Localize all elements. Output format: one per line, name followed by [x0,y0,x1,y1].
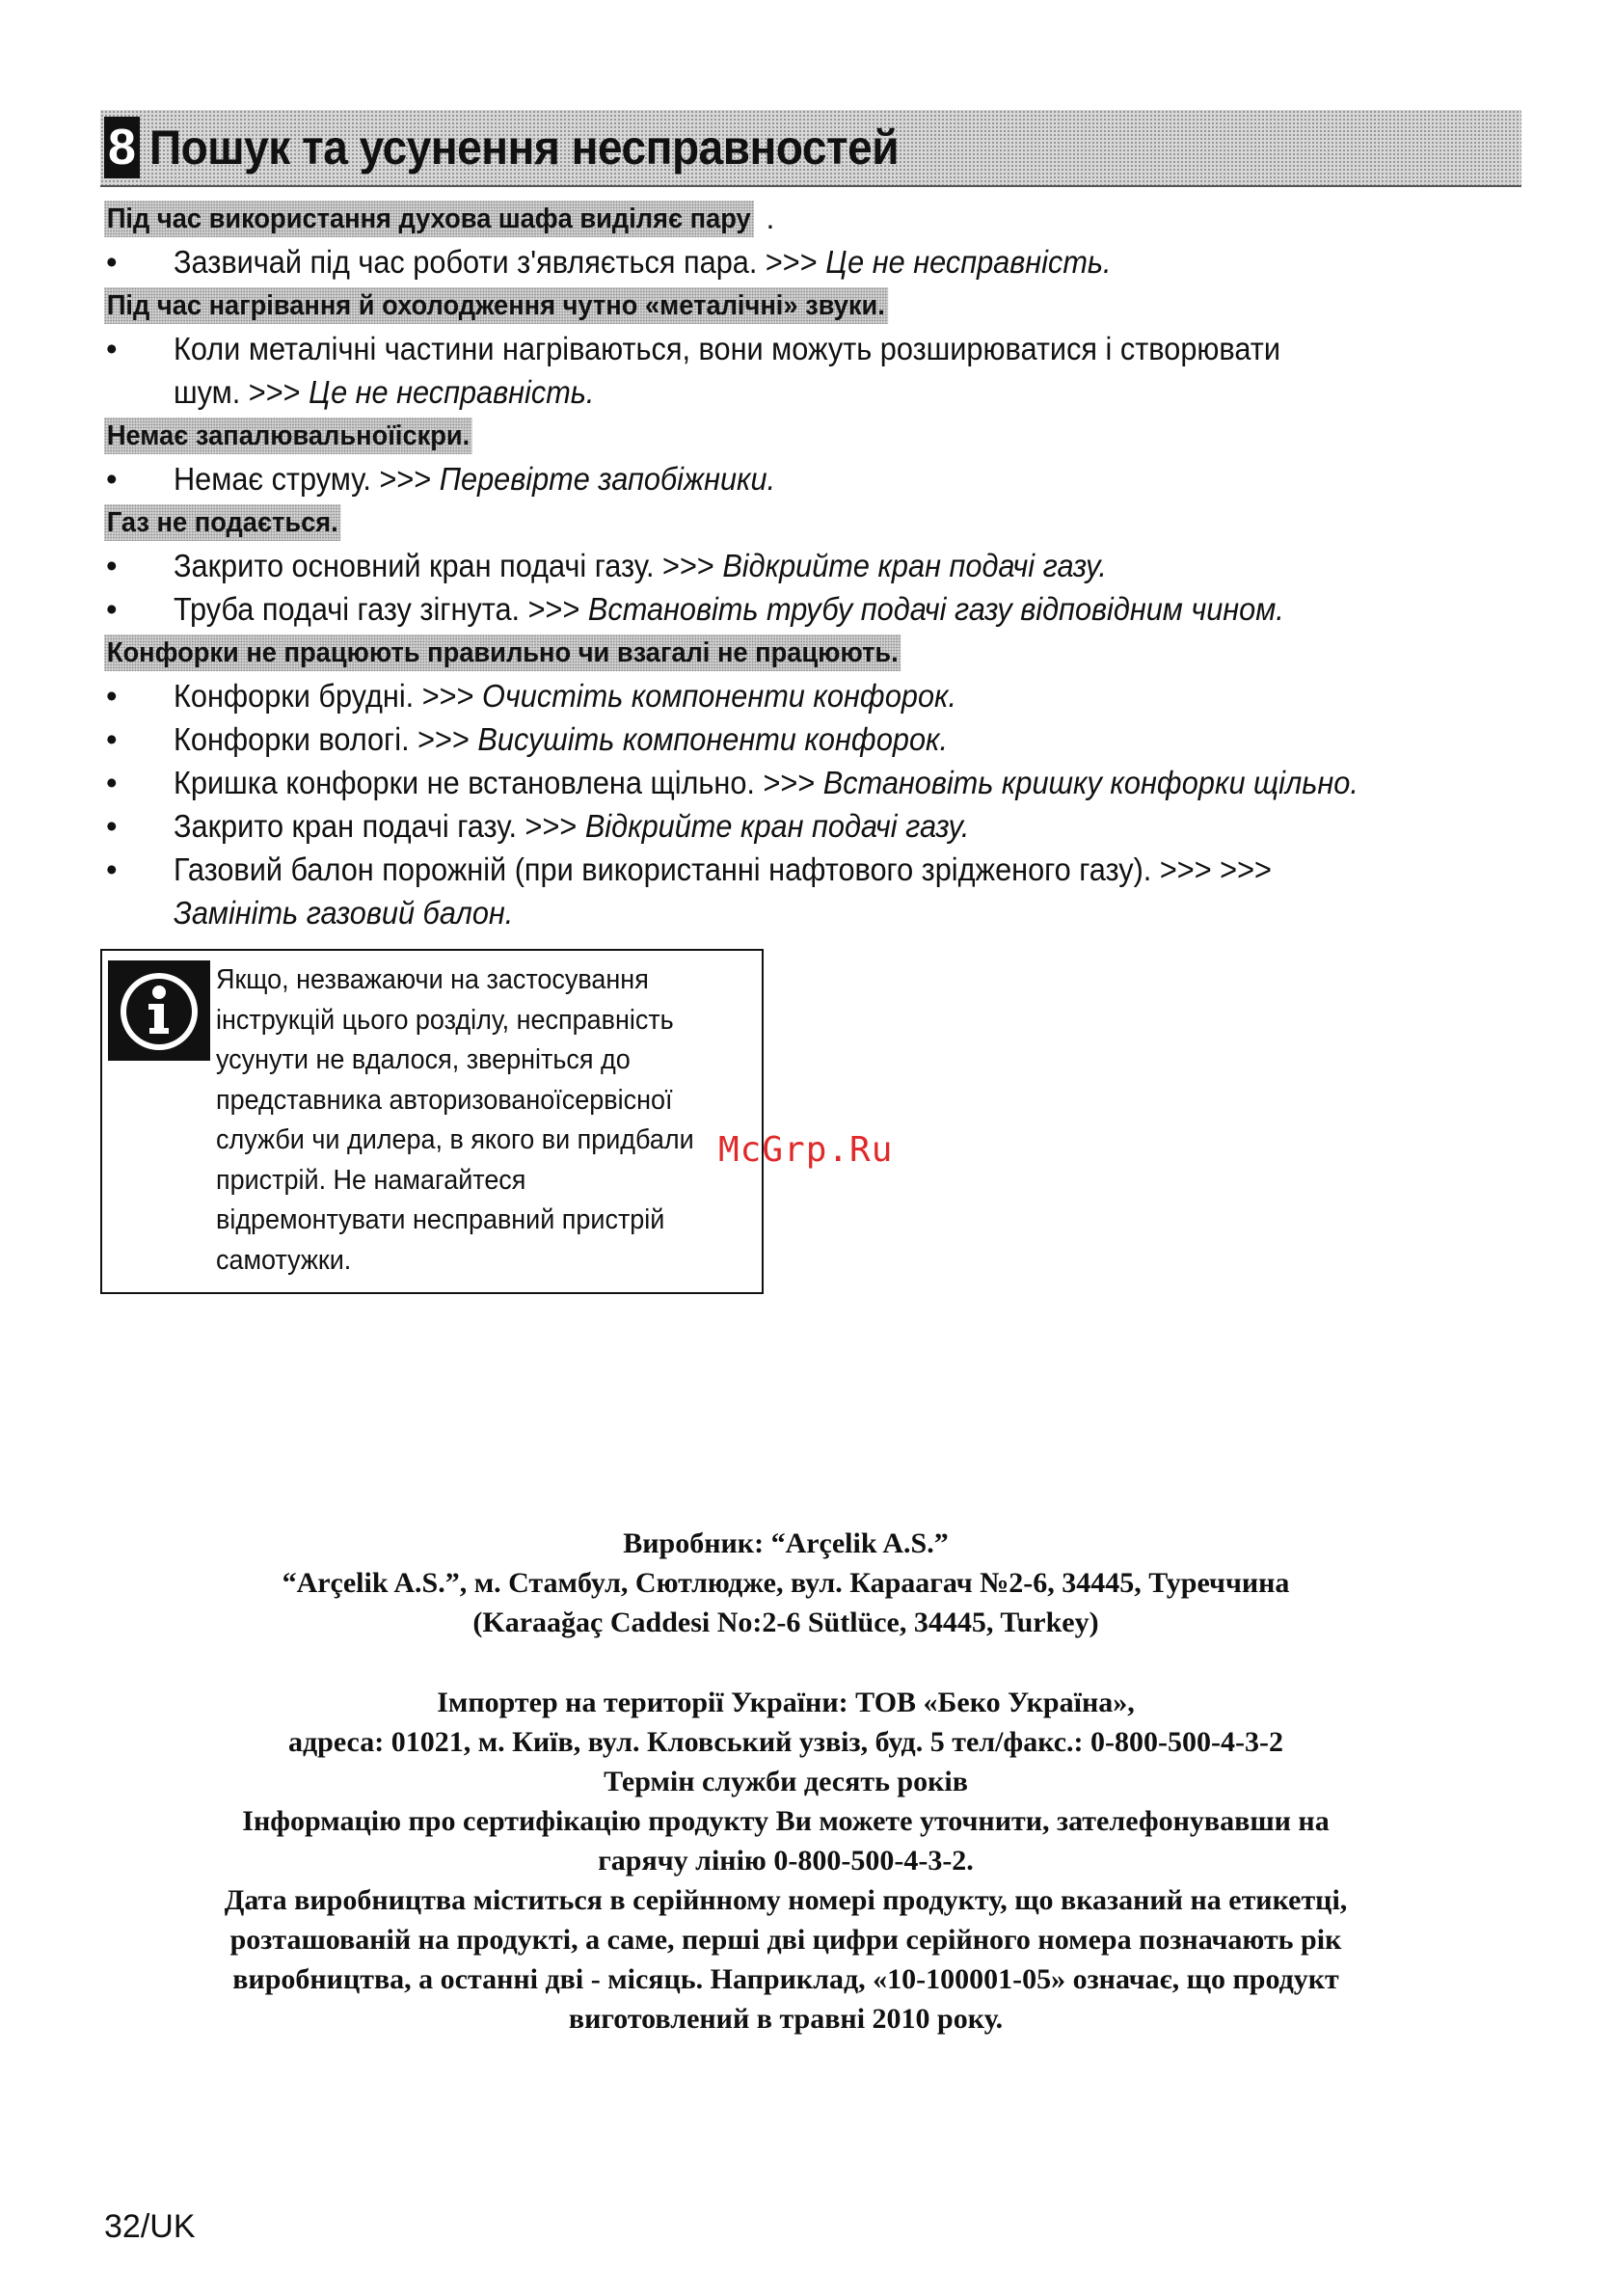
info-text [216,960,756,1281]
problem-row [104,414,1473,457]
bullet: • [106,851,118,887]
footer-line: розташованій на продукті, а саме, перші дві цифри серійного номера позначають рік [229,1924,1342,1956]
cause-text: Закрито основний кран подачі газу. >>> [174,548,723,583]
info-box [100,949,764,1294]
problem-row [104,284,1473,327]
bullet: • [106,244,118,280]
cause-text: Коли металічні частини нагріваються, вони можуть розширюватися і створювати [174,331,1280,366]
list-item [104,848,1473,934]
problem-heading: Конфорки не працюють правильно чи взагалі не працюють. [104,635,901,671]
footer-line: адреса: 01021, м. Київ, вул. Кловський узвіз, буд. 5 тел/факс.: 0-800-500-4-3-2 [288,1726,1283,1758]
problem-heading: Немає запалювальноїіскри. [104,418,472,454]
footer-line: (Karaağaç Caddesi No:2-6 Sütlüce, 34445, Turkey) [472,1607,1099,1638]
list-item [104,544,1473,587]
list-item [104,761,1473,804]
remedy-text: Очистіть компоненти конфорок. [482,678,957,714]
page-number: 32/UK [104,2208,196,2245]
remedy-text: Встановіть трубу подачі газу відповідним чином. [587,591,1284,627]
bullet: • [106,331,118,366]
remedy-text: Відкрийте кран подачі газу. [584,808,970,844]
cause-text: Немає струму. >>> [174,461,440,497]
footer-line: Інформацію про сертифікацію продукту Ви можете уточнити, зателефонувавши на [242,1805,1330,1837]
remedy-text: Замініть газовий балон. [174,895,514,931]
list-item [104,327,1473,414]
footer-line: “Arçelik A.S.”, м. Стамбул, Сютлюдже, вул. Караагач №2-6, 34445, Туреччина [282,1567,1290,1599]
list-item [104,804,1473,848]
cause-text: Зазвичай під час роботи з'являється пара. >>> [174,244,826,280]
cause-text: Закрито кран подачі газу. >>> [174,808,585,844]
remedy-text: Відкрийте кран подачі газу. [722,548,1107,583]
bullet: • [106,548,118,583]
bullet: • [106,765,118,800]
cause-text: Кришка конфорки не встановлена щільно. >>> [174,765,823,800]
bullet: • [106,461,118,497]
problem-row [104,197,1473,240]
info-line: відремонтувати несправний пристрій [216,1204,665,1235]
footer-line: виготовлений в травні 2010 року. [568,2003,1004,2035]
info-line: Якщо, незважаючи на застосування [216,964,649,995]
section-title: Пошук та усунення несправностей [148,121,899,175]
manufacturer-info [87,1524,1485,2039]
bullet: • [106,808,118,844]
footer-line: Дата виробництва міститься в серійнному номері продукту, що вказаний на етикетці, [224,1884,1348,1916]
footer-line: гарячу лінію 0-800-500-4-3-2. [598,1845,974,1877]
watermark: McGrp.Ru [718,1130,894,1170]
info-icon [108,960,210,1061]
problem-row [104,500,1473,544]
remedy-text: Перевірте запобіжники. [439,461,776,497]
list-item [104,587,1473,631]
remedy-text: Це не несправність. [309,374,595,410]
bullet: • [106,721,118,757]
troubleshooting-list [104,197,1473,934]
info-line: представника авторизованоїсервісної [216,1084,673,1116]
problem-heading: Під час нагрівання й охолодження чутно «металічні» звуки. [104,287,888,324]
bullet: • [106,678,118,714]
info-line: інструкцій цього розділу, несправність [216,1004,674,1036]
info-line: пристрій. Не намагайтеся [216,1164,526,1196]
list-item [104,674,1473,717]
footer-line: Імпортер на території України: ТОВ «Беко Україна», [437,1687,1135,1718]
list-item [104,717,1473,761]
info-line: служби чи дилера, в якого ви придбали [216,1124,694,1155]
problem-heading: Під час використання духова шафа виділяє пару [104,201,754,237]
remedy-text: Це не несправність. [825,244,1112,280]
problem-row [104,631,1473,674]
cause-text-cont: шум. >>> [174,374,309,410]
bullet: • [106,591,118,627]
footer-line: виробництва, а останні дві - місяць. Наприклад, «10-100001-05» означає, що продукт [232,1963,1339,1995]
info-line: самотужки. [216,1244,352,1276]
list-item [104,457,1473,500]
heading-suffix: . [766,201,775,235]
section-number: 8 [104,117,140,178]
cause-text: Конфорки вологі. >>> [174,721,478,757]
list-item [104,240,1473,284]
remedy-text: Висушіть компоненти конфорок. [477,721,949,757]
cause-text: Газовий балон порожній (при використанні нафтового зрідженого газу). >>> >>> [174,851,1272,887]
footer-line: Виробник: “Arçelik A.S.” [623,1527,949,1559]
info-line: усунути не вдалося, зверніться до [216,1044,631,1075]
problem-heading: Газ не подається. [104,504,341,541]
footer-line: Термін служби десять років [604,1766,968,1797]
cause-text: Труба подачі газу зігнута. >>> [174,591,588,627]
section-header [100,110,1521,187]
remedy-text: Встановіть кришку конфорки щільно. [822,765,1358,800]
cause-text: Конфорки брудні. >>> [174,678,483,714]
